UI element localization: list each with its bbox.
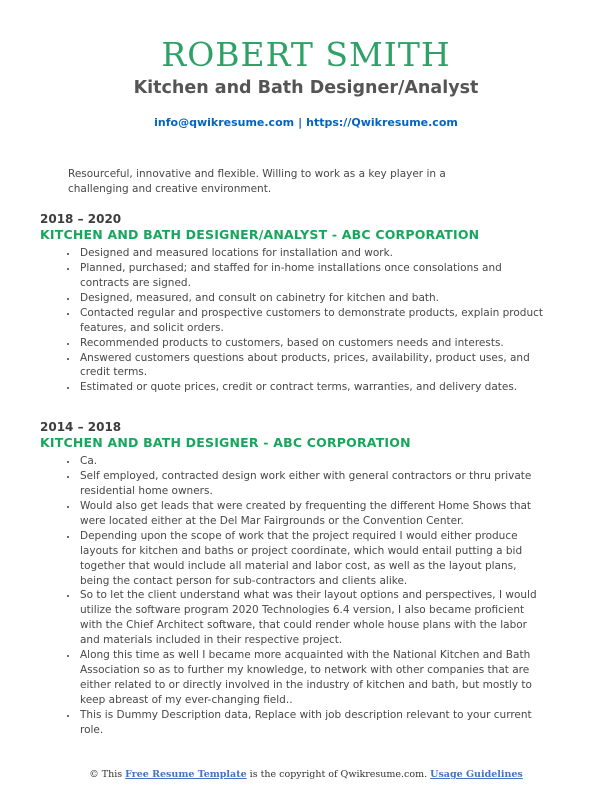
duties-list bbox=[40, 246, 584, 395]
website-link[interactable]: https://Qwikresume.com bbox=[306, 116, 458, 129]
contact-line bbox=[0, 116, 612, 129]
bullet-item: • Recommended products to customers, based on customers needs and interests. bbox=[78, 336, 548, 351]
bullet-item: • Depending upon the scope of work that the project required I would either produce layouts for kitchen and baths or project coordinate, which would entail putting a bid together that would include all material and labor cost, as well as the layout plans, being the contact person for sub-contractors and clients alike. bbox=[78, 529, 548, 589]
resume-header bbox=[0, 0, 612, 129]
copyright-middle: is the copyright of Qwikresume.com. bbox=[246, 769, 431, 780]
usage-guidelines-link[interactable]: Usage Guidelines bbox=[430, 769, 523, 780]
duties-list bbox=[40, 454, 584, 737]
footer-copyright bbox=[0, 769, 612, 780]
experience-section-1 bbox=[40, 212, 584, 395]
dates-label: 2018 – 2020 bbox=[40, 212, 122, 227]
bullet-item: • Self employed, contracted design work either with general contractors or thru private residential home owners. bbox=[78, 469, 548, 499]
page-title: ROBERT SMITH bbox=[161, 35, 451, 74]
bullet-item: • Ca. bbox=[78, 454, 548, 469]
role-heading: KITCHEN AND BATH DESIGNER/ANALYST - ABC CORPORATION bbox=[40, 227, 480, 243]
bullet-item: • Designed and measured locations for installation and work. bbox=[78, 246, 548, 261]
role-heading: KITCHEN AND BATH DESIGNER - ABC CORPORATION bbox=[40, 435, 411, 451]
job-title: Kitchen and Bath Designer/Analyst bbox=[133, 78, 479, 98]
summary-text: Resourceful, innovative and flexible. Willing to work as a key player in a challenging and creative environment. bbox=[68, 168, 446, 195]
email-link[interactable]: info@qwikresume.com bbox=[154, 116, 295, 129]
bullet-item: • Designed, measured, and consult on cabinetry for kitchen and bath. bbox=[78, 291, 548, 306]
contact-separator: | bbox=[298, 116, 303, 129]
bullet-item: • Answered customers questions about products, prices, availability, product uses, and credit terms. bbox=[78, 351, 548, 381]
dates-label: 2014 – 2018 bbox=[40, 420, 122, 435]
bullet-item: • Would also get leads that were created by frequenting the different Home Shows that were located either at the Del Mar Fairgrounds or the Convention Center. bbox=[78, 499, 548, 529]
bullet-item: • Along this time as well I became more acquainted with the National Kitchen and Bath Association so as to further my knowledge, to network with other companies that are either related to or directly involved in the industry of kitchen and bath, but mostly to keep abreast of my ever-changing field.. bbox=[78, 648, 548, 708]
bullet-item: • Planned, purchased; and staffed for in-home installations once consolations and contracts are signed. bbox=[78, 261, 548, 291]
experience-section-2 bbox=[40, 420, 584, 737]
bullet-item: • Contacted regular and prospective customers to demonstrate products, explain product features, and solicit orders. bbox=[78, 306, 548, 336]
copyright-prefix: © This bbox=[89, 769, 126, 780]
bullet-item: • Estimated or quote prices, credit or contract terms, warranties, and delivery dates. bbox=[78, 380, 548, 395]
free-resume-template-link[interactable]: Free Resume Template bbox=[125, 769, 247, 780]
bullet-item: • So to let the client understand what was their layout options and perspectives, I would utilize the software program 2020 Technologies 6.4 version, I also became proficient with the Chief Architect software, that could render whole house plans with the labor and materials included in their respective project. bbox=[78, 588, 548, 648]
bullet-item: • This is Dummy Description data, Replace with job description relevant to your current role. bbox=[78, 708, 548, 738]
